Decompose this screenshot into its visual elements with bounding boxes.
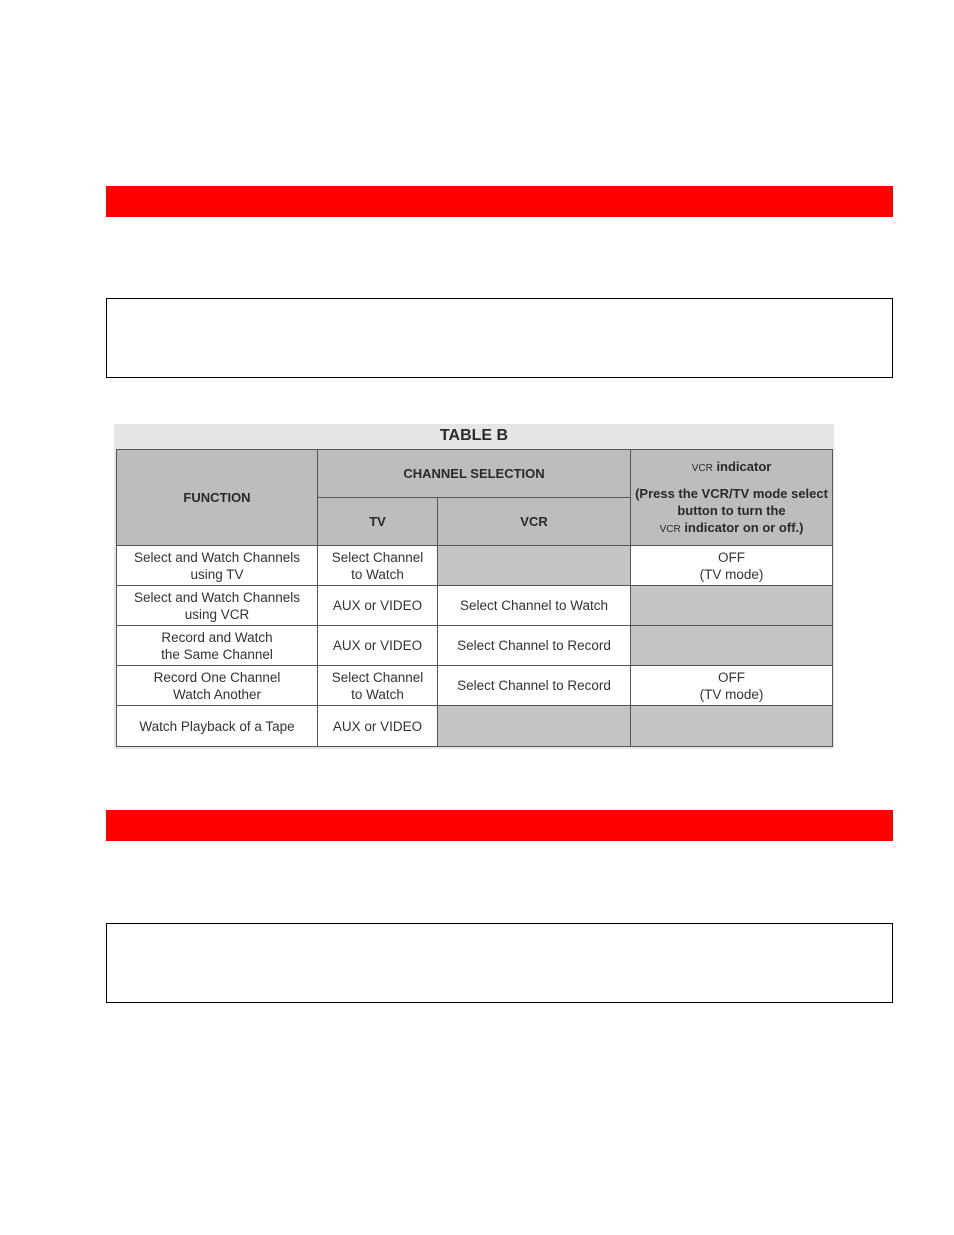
table-row — [117, 666, 833, 706]
cell-tv: Select Channel to Watch — [318, 546, 438, 586]
header-vcr: VCR — [438, 498, 631, 546]
table-row — [117, 586, 833, 626]
cell-vcr: Select Channel to Watch — [438, 586, 631, 626]
header-vcr-indicator — [631, 450, 833, 546]
cell-function: Select and Watch Channels using TV — [117, 546, 318, 586]
cell-tv: AUX or VIDEO — [318, 586, 438, 626]
table-row — [117, 626, 833, 666]
cell-function: Watch Playback of a Tape — [117, 706, 318, 747]
cell-function: Select and Watch Channels using VCR — [117, 586, 318, 626]
table-row — [117, 706, 833, 747]
cell-tv: Select Channel to Watch — [318, 666, 438, 706]
cell-vcr: Select Channel to Record — [438, 626, 631, 666]
indicator-note: (Press the VCR/TV mode select button to turn the — [635, 485, 828, 518]
table-b-image — [114, 424, 834, 749]
cell-vcr: Select Channel to Record — [438, 666, 631, 706]
table-row — [117, 546, 833, 586]
note-box-bottom — [106, 923, 893, 1003]
header-channel-selection: CHANNEL SELECTION — [318, 450, 631, 498]
cell-indicator — [631, 706, 833, 747]
table-title: TABLE B — [439, 427, 509, 444]
cell-tv: AUX or VIDEO — [318, 626, 438, 666]
cell-function: Record One Channel Watch Another — [117, 666, 318, 706]
cell-indicator: OFF (TV mode) — [631, 546, 833, 586]
cell-indicator — [631, 586, 833, 626]
cell-tv: AUX or VIDEO — [318, 706, 438, 747]
cell-indicator — [631, 626, 833, 666]
table-header-row — [117, 450, 833, 498]
header-tv: TV — [318, 498, 438, 546]
cell-vcr — [438, 546, 631, 586]
note-box-top — [106, 298, 893, 378]
section-header-bar-top — [106, 186, 893, 217]
cell-vcr — [438, 706, 631, 747]
indicator-note-end: indicator on or off.) — [684, 519, 804, 535]
indicator-prefix: VCR — [691, 462, 713, 474]
cell-indicator: OFF (TV mode) — [631, 666, 833, 706]
section-header-bar-bottom — [106, 810, 893, 841]
channel-selection-table — [116, 449, 833, 747]
indicator-note-prefix: VCR — [659, 523, 681, 535]
indicator-label: indicator — [716, 458, 772, 474]
cell-function: Record and Watch the Same Channel — [117, 626, 318, 666]
header-function: FUNCTION — [117, 450, 318, 546]
